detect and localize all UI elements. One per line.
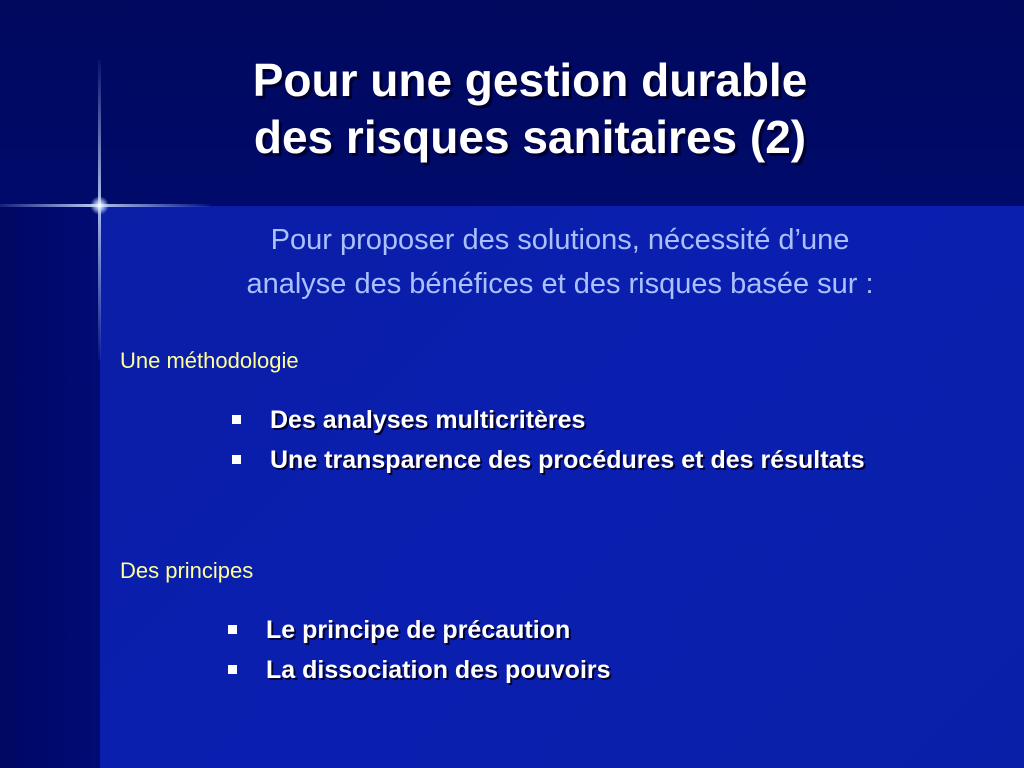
- bullet-text: Des analyses multicritères: [270, 406, 586, 434]
- bullet-text: Le principe de précaution: [266, 616, 571, 644]
- slide-subtitle-line-1: Pour proposer des solutions, nécessité d’une: [270, 224, 850, 256]
- list-item: [230, 400, 910, 440]
- slide-title-line-1: Pour une gestion durable: [252, 54, 808, 106]
- list-item: [226, 650, 906, 690]
- bullet-list-methodologie: [230, 400, 910, 480]
- square-bullet-icon: [232, 415, 241, 424]
- square-bullet-icon: [228, 625, 237, 634]
- background-left-band: [0, 206, 100, 768]
- slide-title: [130, 52, 930, 166]
- bullet-text: Une transparence des procédures et des résultats: [270, 446, 865, 474]
- slide-subtitle: [110, 218, 1010, 306]
- square-bullet-icon: [228, 665, 237, 674]
- bullet-text: La dissociation des pouvoirs: [266, 656, 611, 684]
- slide-title-line-2: des risques sanitaires (2): [253, 111, 807, 163]
- section-heading-principes: Des principes: [120, 558, 254, 583]
- flare-center-glow: [90, 196, 109, 215]
- list-item: [230, 440, 910, 480]
- slide-subtitle-line-2: analyse des bénéfices et des risques basée sur :: [246, 268, 874, 300]
- list-item: [226, 610, 906, 650]
- bullet-list-principes: [226, 610, 906, 690]
- section-heading-methodologie: Une méthodologie: [120, 348, 299, 373]
- square-bullet-icon: [232, 455, 241, 464]
